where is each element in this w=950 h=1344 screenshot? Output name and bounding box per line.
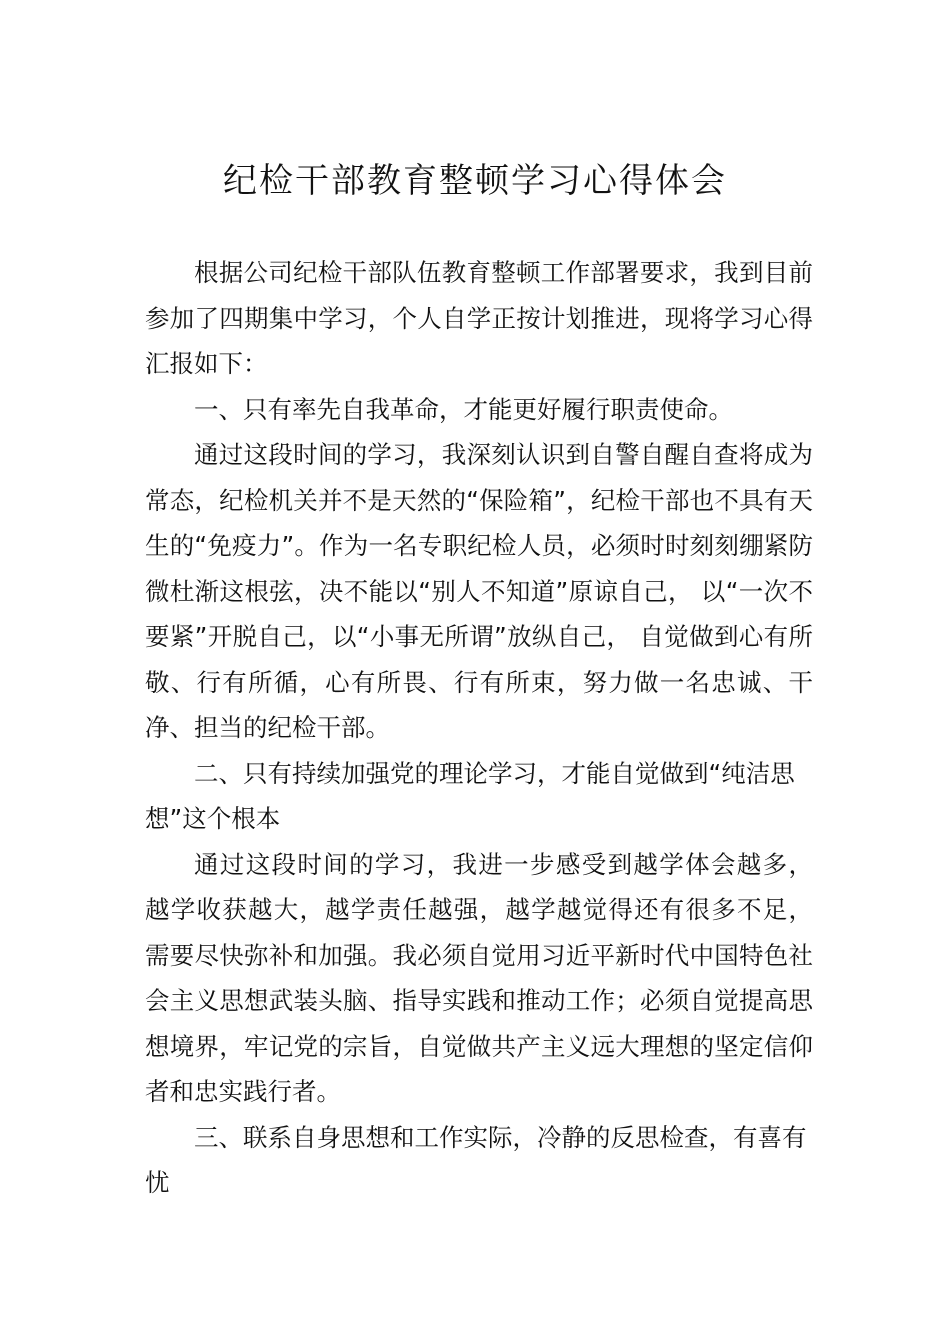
section-heading-1: 一、只有率先自我革命，才能更好履行职责使命。 (194, 394, 733, 424)
section-1-paragraph: 通过这段时间的学习，我深刻认识到自警自醒自查将成为常态，纪检机关并不是天然的“保险箱”，纪检干部也不具有天生的“免疫力”。作为一名专职纪检人员，必须时时刻刻绷紧防微杜渐这根弦，决不能以“别人不知道”原谅自己， 以“一次不要紧”开脱自己，以“小事无所谓”放纵自己， 自觉做到心有所敬、行有所循，心有所畏、行有所束，努力做一名忠诚、干净、担当的纪检干部。 (145, 440, 813, 742)
section-2-paragraph: 通过这段时间的学习，我进一步感受到越学体会越多， 越学收获越大，越学责任越强，越学越觉得还有很多不足， 需要尽快弥补和加强。我必须自觉用习近平新时代中国特色社会主义思想武装头脑、指导实践和推动工作；必须自觉提高思想境界，牢记党的宗旨，自觉做共产主义远大理想的坚定信仰者和忠实践行者。 (145, 849, 813, 1106)
section-heading-2: 二、只有持续加强党的理论学习，才能自觉做到“纯洁思想”这个根本 (145, 758, 795, 833)
document-title: 纪检干部教育整顿学习心得体会 (223, 161, 727, 201)
document-body (145, 250, 813, 1206)
section-heading-3: 三、联系自身思想和工作实际，冷静的反思检查，有喜有忧 (145, 1122, 807, 1197)
intro-paragraph: 根据公司纪检干部队伍教育整顿工作部署要求，我到目前参加了四期集中学习，个人自学正按计划推进，现将学习心得汇报如下： (145, 258, 813, 378)
